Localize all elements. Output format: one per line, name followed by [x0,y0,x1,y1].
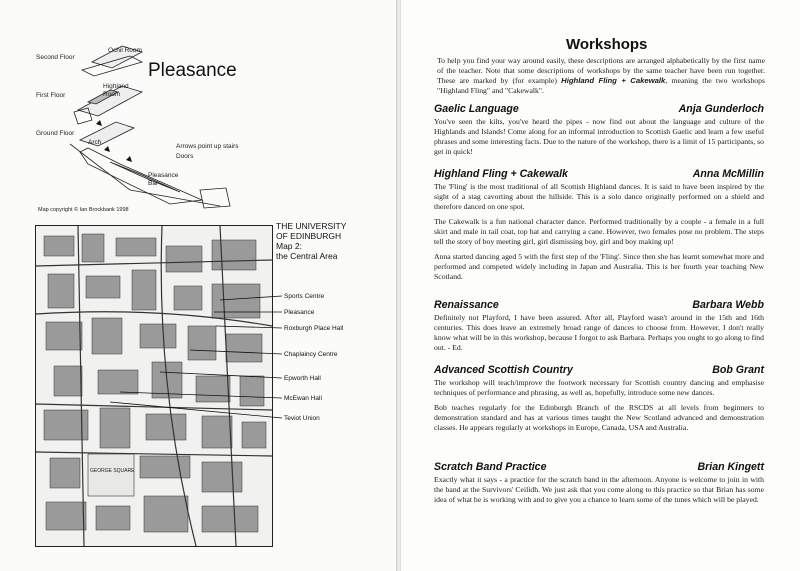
workshop-teacher: Barbara Webb [692,299,764,311]
map-title-line: THE UNIVERSITY [276,221,347,231]
pleasance-bar-label: Pleasance Bar [148,172,179,187]
callout-chaplaincy-centre: Chaplaincy Centre [284,351,338,358]
workshop-description [434,117,764,162]
map-copyright: Map copyright © Ian Brockbank 1998 [38,207,129,213]
callout-sports-centre: Sports Centre [284,293,325,300]
george-square-label: GEORGE SQUARE [90,468,135,474]
ground-floor-label: Ground Floor [36,130,75,137]
workshop-heading [434,364,764,376]
highland-room-label: Highland Room [103,83,129,98]
workshop-title: Gaelic Language [434,103,519,115]
description-paragraph: The workshop will teach/improve the footwork necessary for Scottish country dancing and emphasise techniques of performance and phrasing, as well as, hopefully, introduce some new dances. [434,378,764,397]
arch-label: Arch [88,139,102,146]
description-paragraph: Exactly what it says - a practice for the scratch band in the afternoon. Anyone is welcome to join in with the band at the Survivors' Ceilidh. We just ask that you come along to this practice so that Brian has some idea of what he is working with and to give you a chance to learn some of the tunes which will be played. [434,475,764,504]
callout-pleasance: Pleasance [284,309,315,316]
map-title-line: Map 2: [276,241,302,251]
description-paragraph: Definitely not Playford, I have been assured. After all, Playford wasn't around in the 15th and 16th centuries. This does leave an extremely broad range of dances to choose from. However, I don't really know what will be in this workshop, because I forgot to ask Barbara. Perhaps you ought to go along to find out. - Ed. [434,313,764,352]
second-floor-label: Second Floor [36,54,75,61]
workshops-title: Workshops [566,36,648,53]
intro-example: Highland Fling + Cakewalk [561,76,666,85]
workshop-heading [434,461,764,473]
intro-text-end: , meaning the two workshops "Highland Fling" and "Cakewalk". [437,76,765,95]
intro-paragraph [437,56,765,96]
intro-text: To help you find your way around easily, these descriptions are arranged alphabetically by the first name of the teacher. Note that some descriptions of workshops by the same teacher have been run together. These are marked by (for example) [437,56,765,85]
map-title-line: OF EDINBURGH [276,231,342,241]
workshop-title: Highland Fling + Cakewalk [434,168,568,180]
description-paragraph: You've seen the kilts, you've heard the pipes - now find out about the language and culture of the Highlands and Islands! Come along for an informal introduction to Scottish Gaelic and learn a few useful phrases and some interesting facts. Due to the nature of the workshop, there is a limit of 15 participants, so get in quick! [434,117,764,156]
workshop-heading [434,103,764,115]
callout-leader-lines [0,0,398,571]
callout-epworth-hall: Epworth Hall [284,375,321,382]
workshop-title: Scratch Band Practice [434,461,547,473]
workshop-teacher: Anna McMillin [692,168,764,180]
first-floor-label: First Floor [36,92,66,99]
description-paragraph: The Cakewalk is a fun national character dance. Performed traditionally by a couple - a female in a full skirt and male in tail coat, top hat and carrying a cane. However, two females pose no problem. The steps tell the story of boy meeting girl, girl dismissing boy, girl and boy making up! [434,217,764,246]
ochil-room-label: Ochil Room [108,47,142,54]
pleasance-title: Pleasance [148,60,237,81]
workshop-description [434,378,764,438]
workshop-teacher: Bob Grant [712,364,764,376]
callout-mcewan-hall: McEwan Hall [284,395,322,402]
description-paragraph: Anna started dancing aged 5 with the first step of the 'Fling'. Since then she has learnt somewhat more and performed and competed widely including in Japan and Australia. This is her fourth year teaching New Scotland. [434,252,764,281]
workshop-title: Renaissance [434,299,499,311]
description-paragraph: The 'Fling' is the most traditional of all Scottish Highland dances. It is said to have been inspired by the sight of a stag cavorting about the hillside. This is a solo dance originally performed on a shield and therefore danced on one spot. [434,182,764,211]
workshop-description [434,313,764,358]
workshop-teacher: Brian Kingett [697,461,764,473]
doors-legend: Doors [176,153,194,160]
workshop-description [434,182,764,287]
workshop-description [434,475,764,510]
description-paragraph: Bob teaches regularly for the Edinburgh Branch of the RSCDS at all levels from beginners to demonstration standard and has at various times taught the New Scotland advanced and demonstration classes. He appears regularly at workshops in Europe, Canada, USA and Australia. [434,403,764,432]
workshop-teacher: Anja Gunderloch [678,103,764,115]
left-page [0,0,398,571]
callout-roxburgh-place-hall: Roxburgh Place Hall [284,325,344,332]
workshop-title: Advanced Scottish Country [434,364,573,376]
workshop-heading [434,299,764,311]
map-title-line: the Central Area [276,251,338,261]
stairs-legend: Arrows point up stairs [176,143,239,150]
callout-teviot-union: Teviot Union [284,415,320,422]
workshop-heading [434,168,764,180]
